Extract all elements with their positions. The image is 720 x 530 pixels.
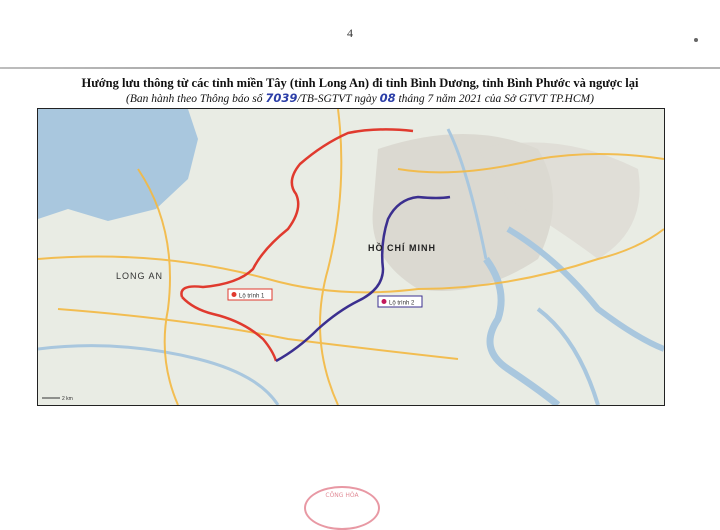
handwritten-doc-number: 7039 [265, 91, 298, 105]
subtitle-prefix: (Ban hành theo Thông báo số [126, 93, 266, 105]
document-title: Hướng lưu thông từ các tỉnh miền Tây (tỉnh Long An) đi tỉnh Bình Dương, tỉnh Bình Phước và ngược lại [81, 76, 639, 90]
svg-text:Lộ trình 1: Lộ trình 1 [239, 293, 265, 300]
svg-text:Lộ trình 2: Lộ trình 2 [389, 300, 415, 307]
route-2-label[interactable] [378, 296, 422, 307]
official-seal-stamp [304, 486, 380, 530]
page-number: 4 [347, 26, 353, 40]
subtitle-suffix: tháng 7 năm 2021 của Sở GTVT TP.HCM) [395, 93, 594, 105]
handwritten-doc-day: 08 [379, 91, 396, 105]
seal-text: CÔNG HÒA [325, 492, 359, 499]
scan-divider [0, 67, 720, 69]
route-1-label[interactable] [228, 289, 272, 300]
svg-text:2 km: 2 km [62, 396, 73, 402]
city-label: HỒ CHÍ MINH [368, 243, 436, 253]
document-subtitle [0, 91, 720, 105]
subtitle-mid: /TB-SGTVT ngày [297, 93, 380, 105]
scan-speck [694, 38, 698, 42]
route-map[interactable] [37, 108, 665, 406]
province-label: LONG AN [116, 271, 164, 281]
